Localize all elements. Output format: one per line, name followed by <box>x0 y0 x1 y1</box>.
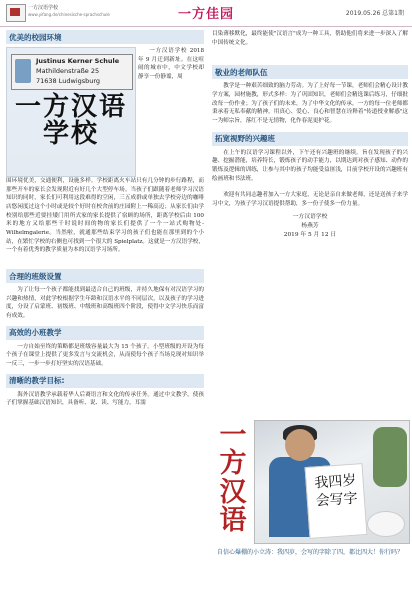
signature-date: 2019 年 5 月 12 日 <box>283 232 337 239</box>
section-title-goals: 清晰的教学目标: <box>6 374 204 388</box>
signature-author: 杨燕芳 <box>301 222 319 229</box>
goals-text-continued: 目染薄移默化，最终能使"汉语言"成为一种工具，帮助他们将来进一步深入了解中国传统文化。 <box>212 31 408 46</box>
classes-text: 为了让每一个孩子都能找到最适合自己的班级，并持久地保有对汉语学习的兴趣和热情，对此学校根据学生年龄和汉语水平的不同层次，以及孩子的学习进度，分设了启蒙班、初级班、中级班和高级班四个阶段，使得中文学习快乐而富有成效。 <box>6 287 204 319</box>
activities-text: 在上午的汉语学习课程以外，下午还有兴趣班的继续。旨在发现孩子的兴趣、挖掘潜能，培养特长，锻炼孩子的动手能力，以期达到对孩子感知、动作的锻炼及逻辑的训练，让参与其中的孩子均能受益匪浅，目前学校开设的兴趣班有绘画班和书法班。 <box>212 149 408 182</box>
section-title-teachers: 敬业的老师队伍 <box>212 65 408 79</box>
sign-school-name: Justinus Kerner Schule <box>36 57 120 65</box>
campus-text-bottom: 围环境优美，交通便利，设施多样。学校距离火车站只有几分钟的步行路程，而那些开车的家长会发现附近有好几个大型停车场。当孩子们跟随着老师学习汉语知识的同时，家长们可利用这段难得的空闲，三五成群或单独去学校旁边的咖啡店悠闲度过这个小时或是较个好时在校舍前的庄园附上一稀高迈；从家长们由学校别给那些近要挂矮门用所式家的家长提供了宿顾的场所，距离学校后由 100 米的地方又给那些千时说时间的物的家长们提供了一个一站式购物处-Wilhelmgalerie。当然啦，就通那些结束学习的孩子们也能在那里到的个小站，在繁忙学校的右侧也可找到一个很大的 Spielplatz。这就是一方汉语学校，一个有着优秀的教学质量为本的汉语学习场所。 <box>6 178 204 254</box>
school-sign-plate <box>11 54 133 90</box>
photo-caption: 自信心爆棚的小立涛：我四岁，会写的字除了四，都比四大！你行吗？ <box>216 549 403 556</box>
welcome-text: 欢迎有共同志趣者加入一方大家庭，无论是亲自来做老师，还是送孩子来学习中文，为孩子学习汉语提供帮助，多一份子使多一份力量。 <box>212 192 408 207</box>
school-sign-photo <box>6 47 136 177</box>
school-url[interactable]: www.yifang.de/chinesische-sprachschule <box>28 12 110 17</box>
child-head <box>285 429 315 461</box>
section-title-classes: 合理的班级设置 <box>6 269 204 283</box>
campus-text-side: 一方汉语学校 2018年 9 月迁到新址。在这喧闹的城市中，中文学校却静享一份静谧，周 <box>138 48 204 80</box>
section-title-campus: 优美的校园环境 <box>6 30 204 44</box>
school-logo-icon <box>6 4 26 22</box>
sign-city: 71638 Ludwigsburg <box>36 77 101 85</box>
campus-section <box>6 47 204 269</box>
signature-block <box>212 213 408 241</box>
small-classes-text: 一方自始至终的策略都是班级容量最大为 15 个孩子。小型班级的开设为每个孩子在课堂上提供了更多发言与交流机会，从而使每个孩子当场兑现对知识举一反三，一步一步打好坚实的汉语基础。 <box>6 343 204 367</box>
sign-street: Mathildenstraße 25 <box>36 67 100 75</box>
left-column <box>6 30 204 410</box>
right-column <box>212 30 408 240</box>
section-title-small-classes: 高效的小班教学 <box>6 326 204 340</box>
school-name: 一方汉语学校 <box>28 5 59 11</box>
signature-org: 一方汉语学校 <box>292 213 328 220</box>
student-figure <box>212 420 408 545</box>
goals-text: 海外汉语教学承载着华人后裔语言和文化的传承任务。通过中文教学，使孩子们掌握基础汉语知识，具备听、说、读、写能力，耳濡 <box>6 391 204 407</box>
school-emblem-icon <box>15 59 31 83</box>
background-child <box>373 427 407 487</box>
plate <box>367 511 405 537</box>
section-title-activities: 拓宽视野的兴趣班 <box>212 132 408 146</box>
figure-calligraphy: 一方汉语 <box>219 420 247 537</box>
issue-info: 2019.05.26 总第1期 <box>345 10 404 17</box>
paper-handwriting: 我四岁会写字 <box>313 472 359 510</box>
photo-calligraphy: 一方汉语学校 <box>14 92 127 150</box>
student-photo <box>254 420 410 544</box>
newsletter-masthead: 一方佳园 <box>178 7 235 22</box>
page-header <box>0 0 412 27</box>
teachers-text: 教学是一种艰苦细致的脑力劳动。为了上好每一节课，老师们会精心设计教学方案，园材施教，形式多样：为了巩固知识，老师们会精选课后练习，仔细批改每一份作业；为了孩子们的未来，为了中华文化的传承，一方的每一位老师都秉承着无私奉献的精神，用真心、爱心、良心和智慧在诠释着"传道授业解惑"这一为师宗旨，落红不是无情物，化作春泥更护花。 <box>212 83 408 124</box>
